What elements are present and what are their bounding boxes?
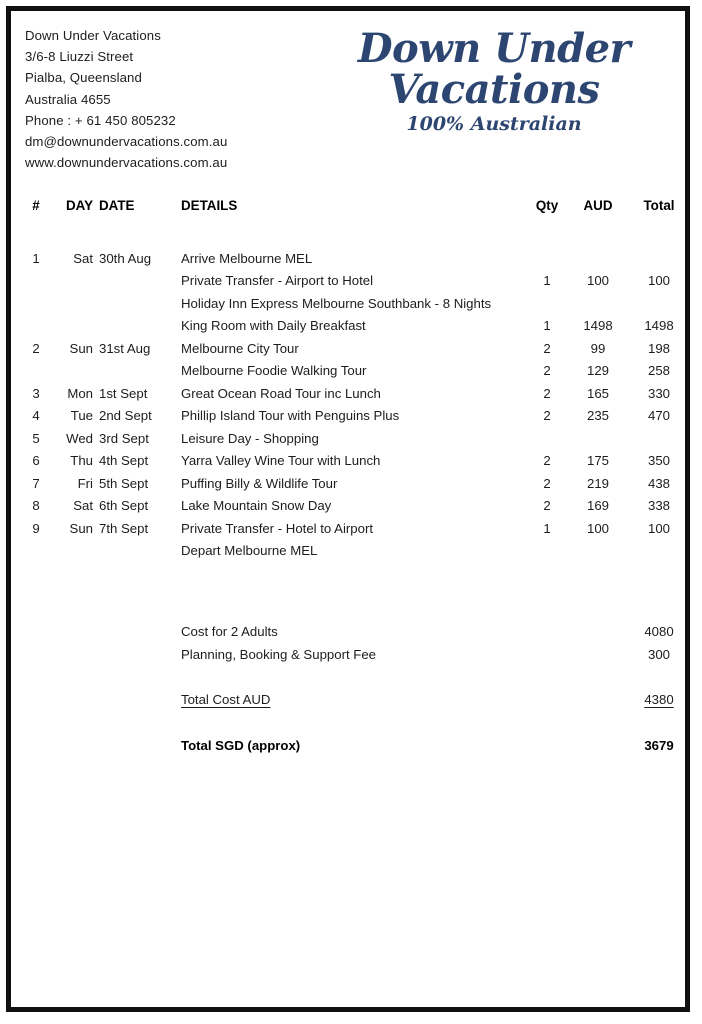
cell-day: Fri — [77, 475, 93, 491]
cell-num: 6 — [32, 453, 40, 468]
cell-details: Private Transfer - Hotel to Airport — [181, 520, 374, 536]
cell-details: Lake Mountain Snow Day — [181, 498, 332, 513]
cell-details: Depart Melbourne MEL — [181, 543, 318, 558]
cell-date: 4th Sept — [99, 453, 149, 468]
cell-details: Leisure Day - Shopping — [181, 430, 319, 446]
cell-day: Thu — [70, 453, 93, 468]
cell-aud: 129 — [586, 363, 609, 378]
cell-aud: 219 — [586, 475, 609, 491]
cell-aud: 235 — [586, 408, 609, 423]
totals-row-cost — [25, 623, 673, 646]
cell-day: Wed — [66, 430, 93, 446]
cell-qty: 1 — [543, 318, 551, 333]
table-row — [25, 272, 673, 295]
header-num: # — [32, 198, 40, 213]
table-row — [25, 520, 673, 543]
cell-date: 6th Sept — [99, 498, 149, 513]
cost-label: Cost for 2 Adults — [181, 624, 278, 639]
table-row — [25, 295, 673, 318]
header-total: Total — [643, 198, 675, 213]
cell-day: Sat — [73, 498, 93, 513]
company-name: Down Under Vacations — [25, 28, 161, 43]
cell-date: 7th Sept — [99, 520, 149, 536]
cell-day: Mon — [67, 385, 93, 401]
cell-details: Melbourne Foodie Walking Tour — [181, 363, 367, 378]
company-city-state: Pialba, Queensland — [25, 70, 142, 86]
cell-aud: 169 — [586, 498, 609, 513]
cell-num: 8 — [32, 498, 40, 513]
header-spacer — [25, 220, 673, 250]
totals-row-aud — [25, 691, 673, 714]
table-rows — [25, 250, 673, 565]
cell-aud: 99 — [590, 340, 606, 356]
cell-qty: 2 — [543, 340, 551, 356]
cell-total: 258 — [647, 363, 670, 378]
table-row — [25, 475, 673, 498]
cell-total: 330 — [647, 385, 670, 401]
cell-details: Yarra Valley Wine Tour with Lunch — [181, 453, 381, 468]
cell-aud: 175 — [586, 453, 609, 468]
total-sgd-value: 3679 — [644, 737, 674, 753]
cell-qty: 2 — [543, 475, 551, 491]
totals-spacer-1 — [25, 668, 673, 691]
cell-aud: 1498 — [583, 318, 613, 333]
cell-details: Melbourne City Tour — [181, 340, 299, 356]
cell-total: 100 — [647, 273, 670, 288]
header-aud: AUD — [583, 198, 613, 213]
table-row — [25, 407, 673, 430]
company-contact-block — [25, 25, 335, 173]
cell-day: Sun — [69, 520, 93, 536]
cell-details: Holiday Inn Express Melbourne Southbank - 8 Nights — [181, 295, 492, 311]
itinerary-table — [25, 197, 673, 565]
cell-total: 438 — [647, 475, 670, 491]
cell-details: Great Ocean Road Tour inc Lunch — [181, 385, 381, 401]
table-row — [25, 452, 673, 475]
cell-num: 4 — [32, 408, 40, 423]
table-row — [25, 250, 673, 273]
totals-row-sgd — [25, 737, 673, 760]
cell-num: 5 — [32, 430, 40, 446]
document-body — [11, 11, 685, 1007]
cell-total: 100 — [647, 520, 670, 536]
header-qty: Qty — [535, 198, 559, 213]
totals-spacer-2 — [25, 714, 673, 737]
cell-num: 3 — [32, 385, 40, 401]
cell-qty: 2 — [543, 498, 551, 513]
cell-qty: 2 — [543, 408, 551, 423]
cell-qty: 2 — [543, 385, 551, 401]
cell-day: Tue — [70, 408, 93, 423]
cell-qty: 1 — [543, 520, 551, 536]
cell-num: 2 — [32, 340, 40, 356]
document-page — [6, 6, 690, 1012]
cell-details: King Room with Daily Breakfast — [181, 318, 366, 333]
cell-aud: 100 — [586, 520, 609, 536]
cell-total: 198 — [647, 340, 670, 356]
company-phone: Phone : + 61 450 805232 — [25, 112, 176, 128]
header-day: DAY — [65, 198, 93, 213]
cell-date: 31st Aug — [99, 340, 151, 356]
company-country: Australia 4655 — [25, 91, 111, 107]
cell-qty: 2 — [543, 453, 551, 468]
table-header-row — [25, 197, 673, 220]
cell-day: Sat — [73, 250, 93, 266]
cell-total: 350 — [647, 453, 670, 468]
table-row — [25, 317, 673, 340]
cell-date: 2nd Sept — [99, 408, 152, 423]
table-row — [25, 362, 673, 385]
totals-section — [25, 623, 673, 759]
cell-num: 1 — [32, 250, 40, 266]
table-row — [25, 542, 673, 565]
fee-value: 300 — [647, 646, 670, 662]
header-date: DATE — [99, 198, 135, 213]
cell-num: 7 — [32, 475, 40, 491]
table-row — [25, 385, 673, 408]
company-email[interactable]: dm@downundervacations.com.au — [25, 134, 228, 150]
table-row — [25, 340, 673, 363]
table-row — [25, 430, 673, 453]
total-sgd-label: Total SGD (approx) — [181, 737, 301, 753]
logo-tagline: 100% Australian — [406, 113, 582, 135]
logo-line-2: Vacations — [388, 66, 600, 113]
cell-aud: 100 — [586, 273, 609, 288]
company-logo — [329, 25, 659, 135]
cell-details: Arrive Melbourne MEL — [181, 250, 313, 266]
cell-day: Sun — [69, 340, 93, 356]
cost-value: 4080 — [644, 624, 674, 639]
cell-total: 1498 — [644, 318, 674, 333]
fee-label: Planning, Booking & Support Fee — [181, 646, 377, 662]
cell-details: Puffing Billy & Wildlife Tour — [181, 475, 338, 491]
totals-row-fee — [25, 646, 673, 669]
cell-num: 9 — [32, 520, 40, 536]
cell-date: 30th Aug — [99, 250, 152, 266]
cell-details: Private Transfer - Airport to Hotel — [181, 273, 374, 288]
cell-total: 338 — [647, 498, 670, 513]
cell-qty: 1 — [543, 273, 551, 288]
company-street: 3/6-8 Liuzzi Street — [25, 49, 134, 65]
cell-aud: 165 — [586, 385, 609, 401]
cell-date: 5th Sept — [99, 475, 149, 491]
header-details: DETAILS — [181, 198, 238, 213]
total-aud-value: 4380 — [644, 692, 674, 707]
total-aud-label: Total Cost AUD — [181, 692, 271, 707]
cell-date: 1st Sept — [99, 385, 148, 401]
cell-qty: 2 — [543, 363, 551, 378]
cell-total: 470 — [647, 408, 670, 423]
logo-line-1: Down Under — [357, 25, 631, 72]
table-row — [25, 497, 673, 520]
company-website[interactable]: www.downundervacations.com.au — [25, 155, 228, 171]
cell-date: 3rd Sept — [99, 430, 149, 446]
cell-details: Phillip Island Tour with Penguins Plus — [181, 408, 400, 423]
